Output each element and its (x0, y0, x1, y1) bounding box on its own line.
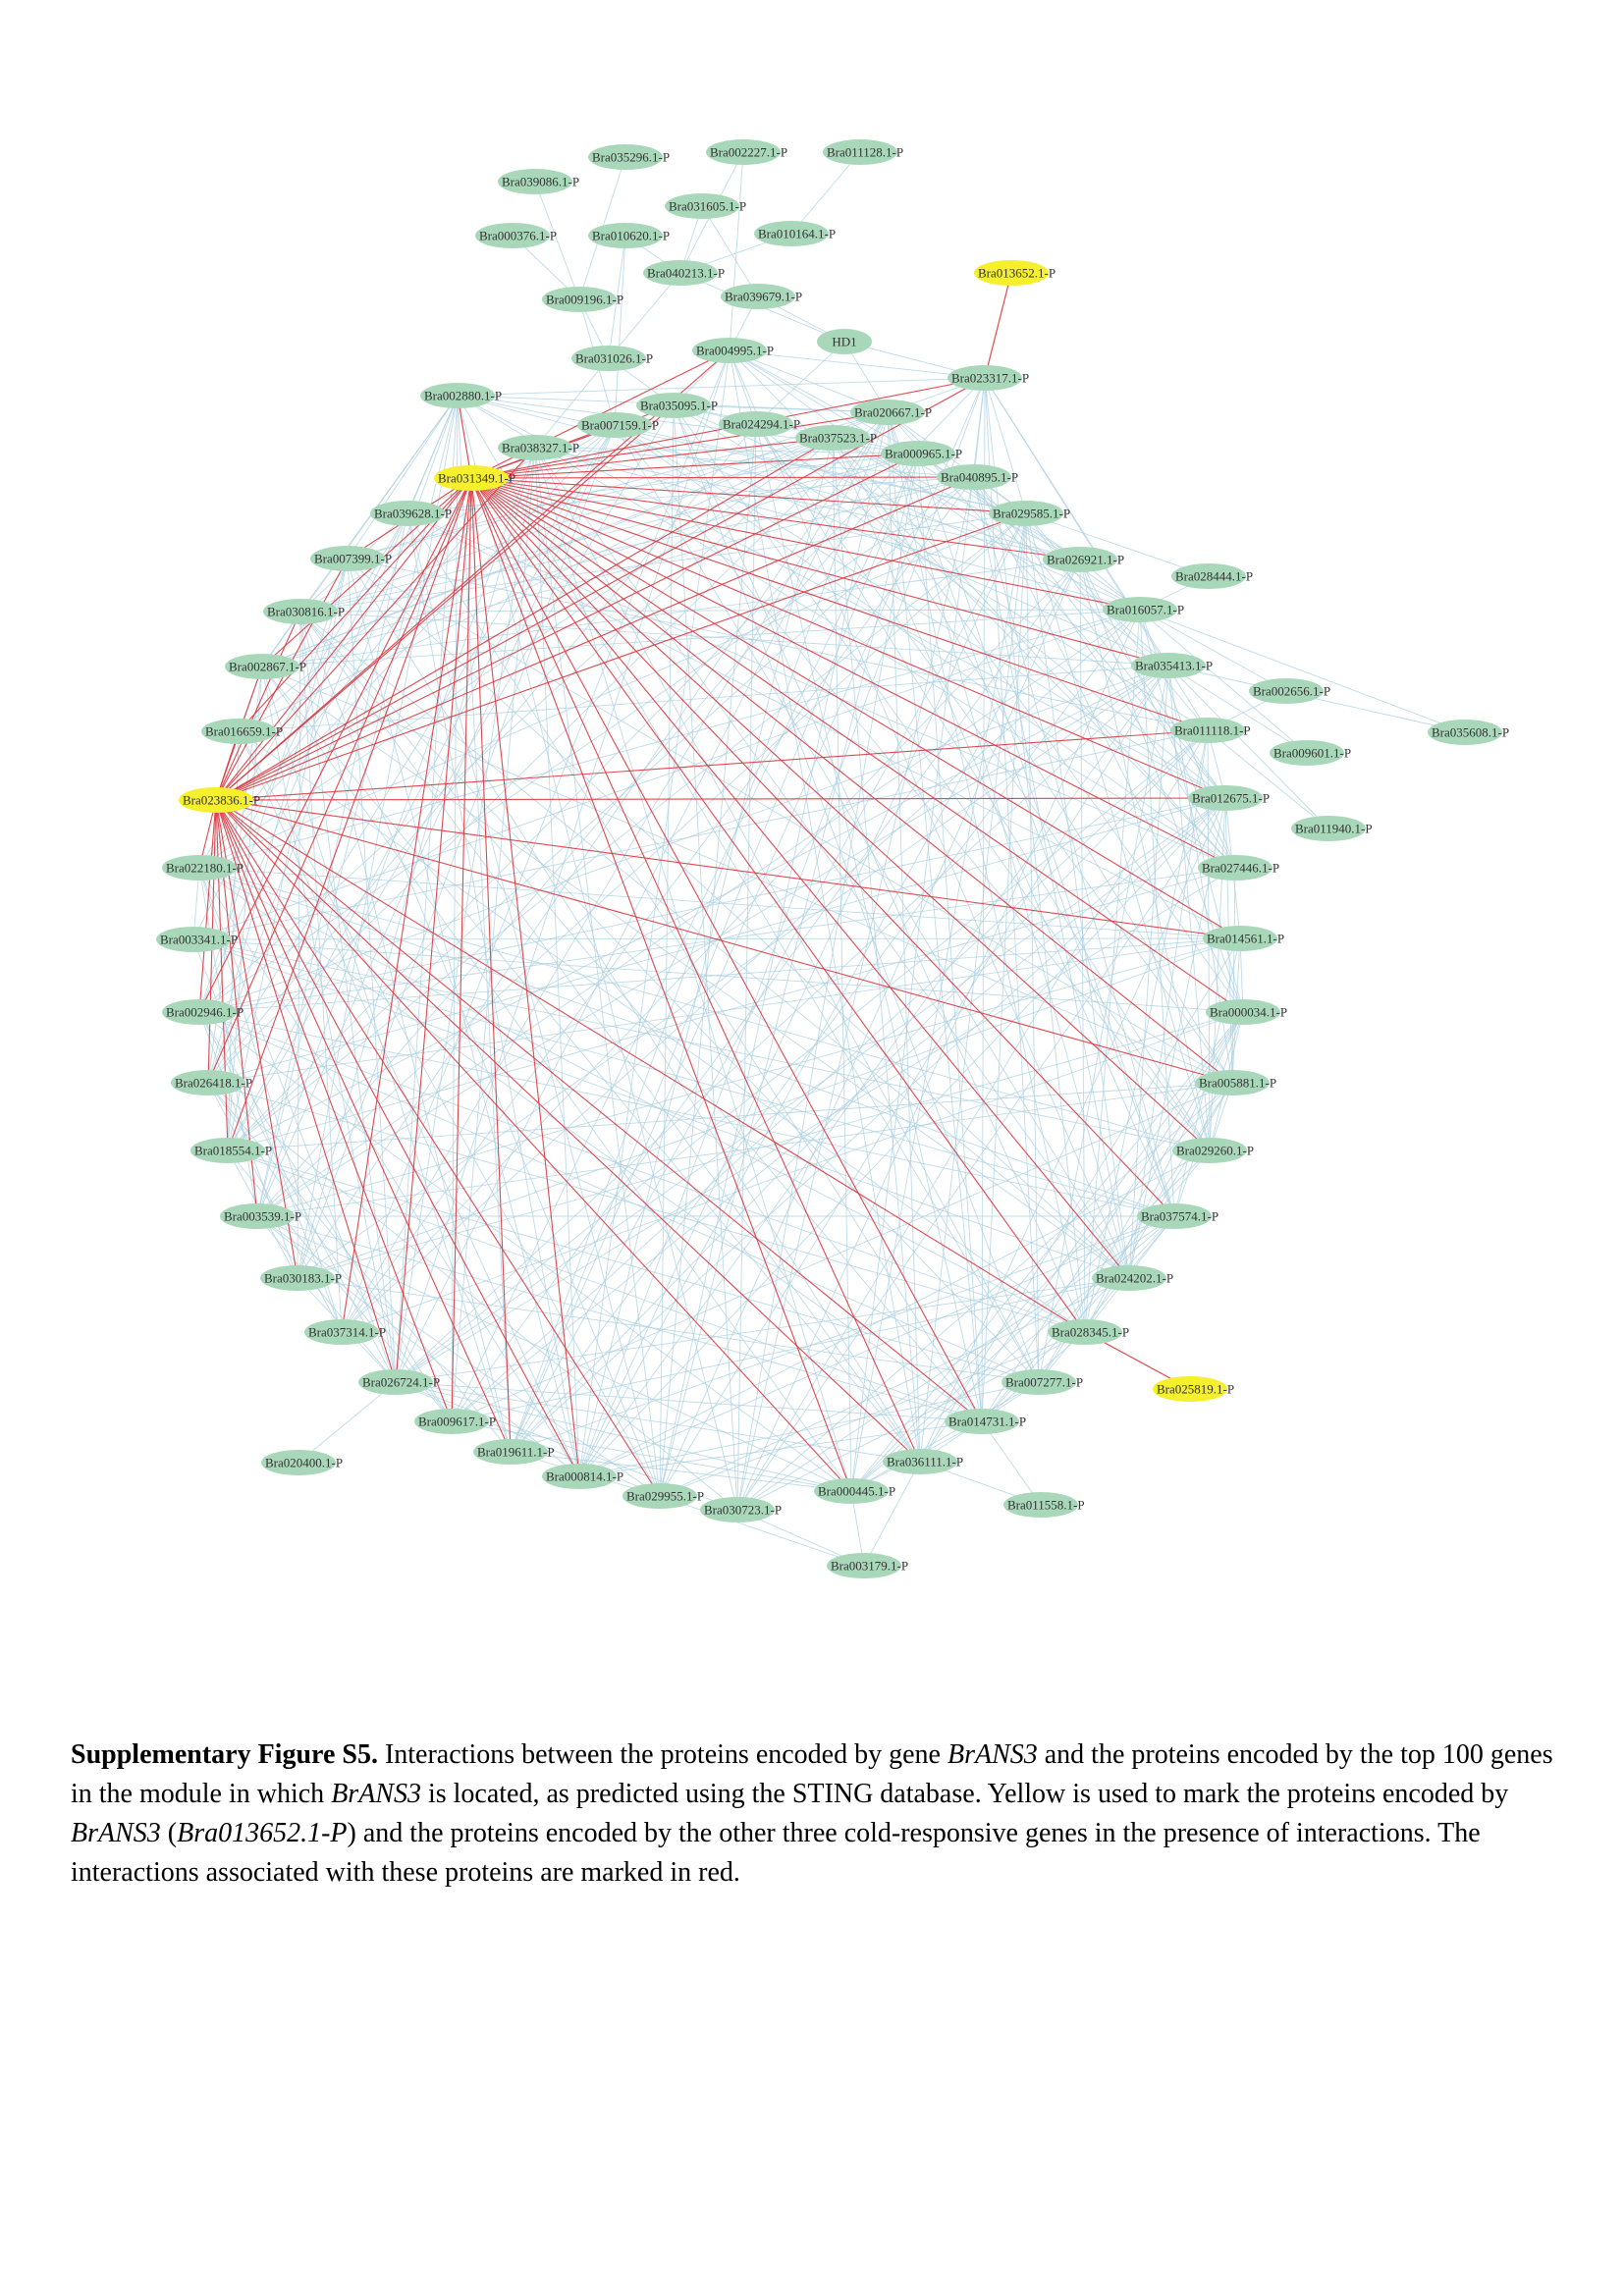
edge (407, 513, 1240, 938)
edge (609, 273, 680, 358)
node-label: Bra024202.1-P (1096, 1270, 1174, 1286)
edge (300, 612, 660, 1496)
node-label: Bra035296.1-P (592, 149, 671, 165)
caption-text-3: is located, as predicted using the STING database. Yellow is used to mark the proteins encoded by (420, 1779, 1509, 1809)
edge (1026, 513, 1208, 730)
protein-node (817, 329, 872, 354)
protein-node (623, 1483, 704, 1509)
node-label: Bra018554.1-P (194, 1143, 273, 1158)
node-label: Bra003539.1-P (224, 1208, 302, 1224)
node-label: Bra035413.1-P (1135, 658, 1214, 673)
edge (298, 1382, 396, 1463)
protein-node (588, 223, 670, 248)
node-label: Bra003341.1-P (160, 932, 239, 947)
edge (851, 1083, 1235, 1491)
node-label: Bra022180.1-P (166, 860, 244, 876)
node-label: Bra010164.1-P (758, 226, 837, 241)
protein-node (814, 1478, 895, 1504)
edge (579, 1150, 1210, 1476)
caption-figure-label: Supplementary Figure S5. (71, 1739, 378, 1770)
edge (193, 939, 1174, 1216)
edge (660, 560, 1080, 1496)
node-label: Bra037314.1-P (308, 1324, 387, 1340)
protein-node (1137, 1203, 1218, 1229)
edge (920, 798, 1225, 1462)
node-label: Bra038327.1-P (502, 440, 580, 455)
node-label: Bra030723.1-P (704, 1502, 783, 1518)
edge (1140, 610, 1286, 691)
edge (864, 1462, 920, 1566)
node-label: Bra031026.1-P (575, 350, 654, 366)
protein-node (636, 393, 718, 418)
node-label: Bra000445.1-P (818, 1483, 896, 1499)
node-label: Bra016057.1-P (1107, 602, 1185, 617)
edge (262, 477, 974, 667)
node-label: Bra020400.1-P (265, 1455, 344, 1470)
protein-node (1270, 740, 1351, 766)
protein-node (850, 400, 932, 425)
protein-node (1198, 855, 1279, 881)
protein-node (571, 346, 653, 371)
protein-node (643, 260, 725, 286)
edge (535, 448, 1129, 1278)
edge (300, 610, 1140, 612)
edge (1174, 1012, 1243, 1216)
edge (193, 730, 1208, 939)
protein-node (1428, 720, 1509, 745)
node-label: Bra030183.1-P (264, 1270, 343, 1286)
node-label: Bra000376.1-P (479, 228, 558, 243)
protein-node (881, 441, 962, 466)
node-label: Bra024294.1-P (723, 416, 801, 432)
caption-gene-1: BrANS3 (947, 1739, 1038, 1770)
protein-node (1103, 597, 1184, 622)
node-label: Bra026724.1-P (362, 1374, 441, 1390)
node-label: Bra002656.1-P (1253, 683, 1331, 699)
caption-text-1: Interactions between the proteins encoded by gene (377, 1739, 947, 1770)
protein-node (1203, 926, 1284, 951)
highlight-edge (985, 273, 1011, 378)
node-label: Bra013652.1-P (978, 265, 1056, 281)
node-label: Bra031605.1-P (669, 198, 747, 214)
protein-node (498, 169, 579, 194)
node-label: Bra026418.1-P (175, 1075, 253, 1091)
edge (396, 448, 535, 1382)
highlight-edge (216, 478, 471, 800)
protein-node (706, 139, 787, 165)
node-label: Bra014731.1-P (948, 1414, 1027, 1429)
node-layer (156, 139, 1509, 1578)
edge (615, 236, 625, 425)
highlight-edge (216, 454, 918, 800)
protein-node (1171, 563, 1253, 589)
node-label: Bra035095.1-P (640, 398, 719, 413)
node-label: Bra011128.1-P (827, 144, 904, 160)
node-label: Bra027446.1-P (1202, 860, 1280, 876)
node-label: Bra007399.1-P (314, 551, 393, 566)
node-label: Bra002227.1-P (710, 144, 788, 160)
protein-node (883, 1449, 963, 1474)
node-label: Bra025819.1-P (1157, 1381, 1235, 1397)
edge-layer (193, 149, 1465, 1566)
highlighted-protein-node (1153, 1376, 1234, 1402)
edge (228, 1150, 1039, 1382)
highlight-edge (471, 477, 974, 478)
node-label: Bra029260.1-P (1176, 1143, 1255, 1158)
node-label: Bra019611.1-P (477, 1444, 555, 1460)
edge (579, 666, 1168, 1476)
node-label: Bra037523.1-P (799, 430, 878, 446)
node-label: Bra039628.1-P (374, 506, 453, 521)
node-label: Bra037574.1-P (1141, 1208, 1219, 1224)
caption-gene-3: BrANS3 (71, 1818, 161, 1848)
protein-node (370, 501, 452, 526)
protein-node (1001, 1369, 1083, 1395)
protein-node (475, 223, 557, 248)
protein-node (1195, 1070, 1276, 1095)
node-label: Bra010620.1-P (592, 228, 671, 243)
edge (535, 448, 918, 454)
caption-gene-2: BrANS3 (331, 1779, 421, 1809)
edge (851, 1382, 1039, 1491)
node-label: Bra002880.1-P (424, 388, 503, 403)
protein-node (1003, 1492, 1085, 1518)
node-label: Bra026921.1-P (1047, 552, 1125, 567)
node-label: Bra012675.1-P (1192, 790, 1271, 806)
protein-node (700, 1497, 782, 1522)
edge (737, 1083, 1235, 1510)
highlight-edge (216, 477, 974, 800)
node-label: Bra011558.1-P (1007, 1497, 1085, 1513)
protein-node (827, 1553, 908, 1578)
node-label: Bra030816.1-P (267, 604, 346, 619)
node-label: Bra023836.1-P (183, 792, 261, 808)
node-label: Bra028345.1-P (1052, 1324, 1130, 1340)
protein-node (577, 412, 659, 438)
edge (199, 666, 1168, 1012)
protein-node (665, 193, 746, 219)
protein-node (823, 139, 903, 165)
node-label: Bra039679.1-P (725, 289, 803, 304)
edge (228, 477, 974, 1150)
node-label: HD1 (832, 334, 857, 349)
protein-node (542, 287, 623, 312)
node-label: Bra035608.1-P (1432, 724, 1510, 740)
protein-node (542, 1464, 623, 1489)
node-label: Bra009601.1-P (1273, 745, 1352, 761)
caption-text-4: ( (160, 1818, 178, 1848)
edge (833, 438, 920, 1462)
edge (851, 513, 1026, 1491)
protein-node (937, 464, 1018, 490)
protein-node (945, 1409, 1026, 1434)
node-label: Bra040895.1-P (941, 469, 1019, 485)
edge (511, 513, 1026, 1452)
protein-node (1170, 718, 1251, 743)
protein-node (358, 1369, 440, 1395)
node-label: Bra000034.1-P (1210, 1004, 1288, 1020)
caption-text-5: ) and the proteins encoded by the other three cold-responsive genes in the presence of interactions. The interactions associated with these proteins are marked in red. (71, 1818, 1481, 1888)
node-label: Bra028444.1-P (1175, 568, 1254, 584)
edge (702, 206, 758, 296)
edge (262, 396, 458, 667)
protein-node (1131, 653, 1213, 678)
node-label: Bra023317.1-P (951, 370, 1030, 386)
protein-node (261, 1450, 343, 1475)
node-label: Bra004995.1-P (696, 343, 775, 358)
node-label: Bra020667.1-P (854, 404, 933, 420)
highlight-edge (471, 478, 1232, 1083)
node-label: Bra029585.1-P (993, 506, 1071, 521)
node-label: Bra040213.1-P (647, 265, 726, 281)
protein-node (420, 383, 502, 408)
protein-node (588, 144, 670, 170)
figure-caption (71, 1735, 1573, 1893)
edge (300, 612, 1168, 666)
node-label: Bra011940.1-P (1295, 821, 1373, 836)
highlight-edge (216, 800, 1240, 938)
protein-node (1043, 547, 1124, 572)
edge (298, 396, 458, 1278)
node-label: Bra007159.1-P (581, 417, 660, 433)
node-label: Bra031349.1-P (438, 470, 516, 486)
protein-node (1291, 816, 1373, 841)
node-label: Bra016659.1-P (205, 723, 284, 739)
edge (730, 350, 1129, 1278)
caption-text-2: and the proteins encoded by the top 100 genes in the module in which (71, 1739, 1553, 1809)
caption-protein: Bra013652.1-P (177, 1818, 348, 1848)
edge (199, 396, 458, 1012)
protein-node (692, 338, 774, 363)
edge (239, 731, 660, 1496)
protein-node (754, 221, 836, 246)
edge (452, 1083, 1235, 1421)
node-label: Bra009196.1-P (546, 292, 624, 307)
highlighted-protein-node (974, 260, 1056, 286)
edge (982, 1216, 1174, 1421)
protein-node (719, 411, 800, 437)
protein-node (1206, 999, 1287, 1025)
node-label: Bra029955.1-P (626, 1488, 705, 1504)
edge (851, 1012, 1243, 1491)
highlight-edge (216, 612, 300, 800)
node-label: Bra009617.1-P (418, 1414, 497, 1429)
protein-node (414, 1409, 496, 1434)
node-label: Bra007277.1-P (1005, 1374, 1084, 1390)
protein-node (1048, 1319, 1129, 1345)
protein-node (1188, 785, 1270, 811)
edge (257, 938, 1240, 1216)
node-label: Bra014561.1-P (1207, 931, 1285, 946)
node-label: Bra039086.1-P (502, 174, 580, 189)
node-label: Bra002946.1-P (166, 1004, 244, 1020)
protein-node (947, 365, 1029, 391)
protein-node (1249, 678, 1330, 704)
edge (298, 1278, 1039, 1382)
node-label: Bra036111.1-P (887, 1454, 964, 1469)
node-label: Bra005881.1-P (1199, 1075, 1277, 1091)
protein-node (721, 284, 802, 309)
protein-node (1172, 1138, 1254, 1163)
edge (982, 1421, 1041, 1505)
node-label: Bra002867.1-P (229, 659, 307, 674)
edge (615, 425, 1210, 1150)
node-label: Bra011118.1-P (1174, 722, 1251, 738)
edge (239, 731, 1085, 1332)
node-label: Bra000814.1-P (546, 1468, 624, 1484)
node-label: Bra003179.1-P (831, 1558, 909, 1574)
protein-node (1092, 1265, 1173, 1291)
node-label: Bra000965.1-P (885, 446, 963, 461)
protein-node (989, 501, 1070, 526)
edge (257, 1216, 396, 1382)
